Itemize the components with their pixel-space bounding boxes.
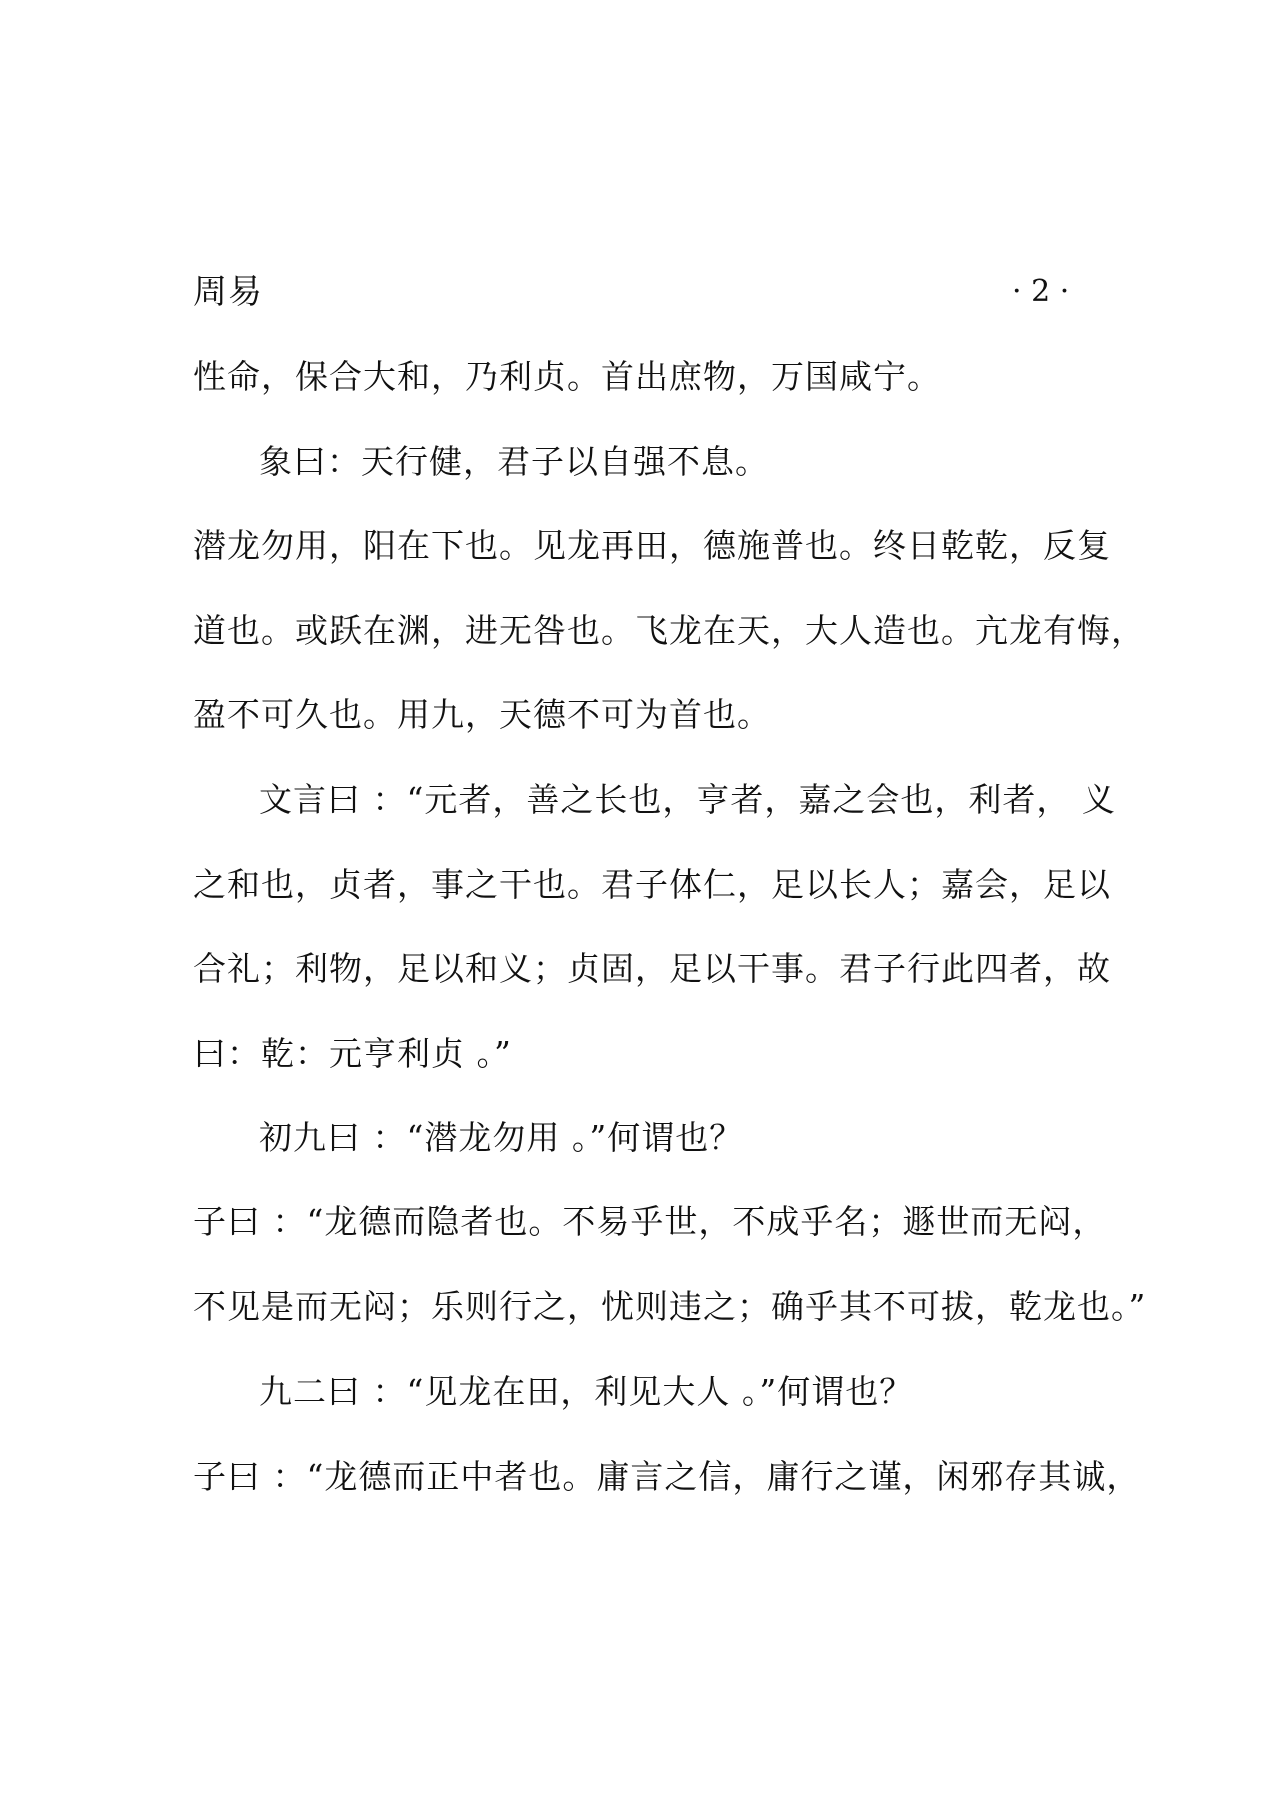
text-line: 不见是而无闷；乐则行之，忧则违之；确乎其不可拔，乾龙也。” xyxy=(193,1287,1147,1326)
text-line: 合礼；利物，足以和义；贞固，足以干事。君子行此四者，故 xyxy=(193,949,1111,988)
text-line: 文言曰 ：“元者，善之长也，亨者，嘉之会也，利者， 义 xyxy=(259,780,1116,819)
text-line: 初九曰 ：“潜龙勿用 。”何谓也？ xyxy=(259,1118,744,1157)
text-line: 之和也，贞者，事之干也。君子体仁，足以长人；嘉会，足以 xyxy=(193,865,1111,904)
text-line: 象曰：天行健，君子以自强不息。 xyxy=(259,442,769,481)
text-line: 九二曰 ：“见龙在田，利见大人 。”何谓也？ xyxy=(259,1372,914,1411)
running-header-title: 周易 xyxy=(193,272,263,312)
text-line: 盈不可久也。用九，天德不可为首也。 xyxy=(193,695,771,734)
text-line: 曰：乾：元亨利贞 。” xyxy=(193,1034,512,1073)
text-line: 性命，保合大和，乃利贞。首出庶物，万国咸宁。 xyxy=(193,357,941,396)
text-line: 道也。或跃在渊，进无咎也。飞龙在天，大人造也。亢龙有悔， xyxy=(193,611,1145,650)
page-number: · 2 · xyxy=(1012,274,1070,309)
text-line: 子曰 ：“龙德而隐者也。不易乎世，不成乎名；遯世而无闷， xyxy=(193,1202,1107,1241)
text-line: 子曰 ：“龙德而正中者也。庸言之信，庸行之谨，闲邪存其诚， xyxy=(193,1457,1141,1496)
text-line: 潜龙勿用，阳在下也。见龙再田，德施普也。终日乾乾，反复 xyxy=(193,526,1111,565)
